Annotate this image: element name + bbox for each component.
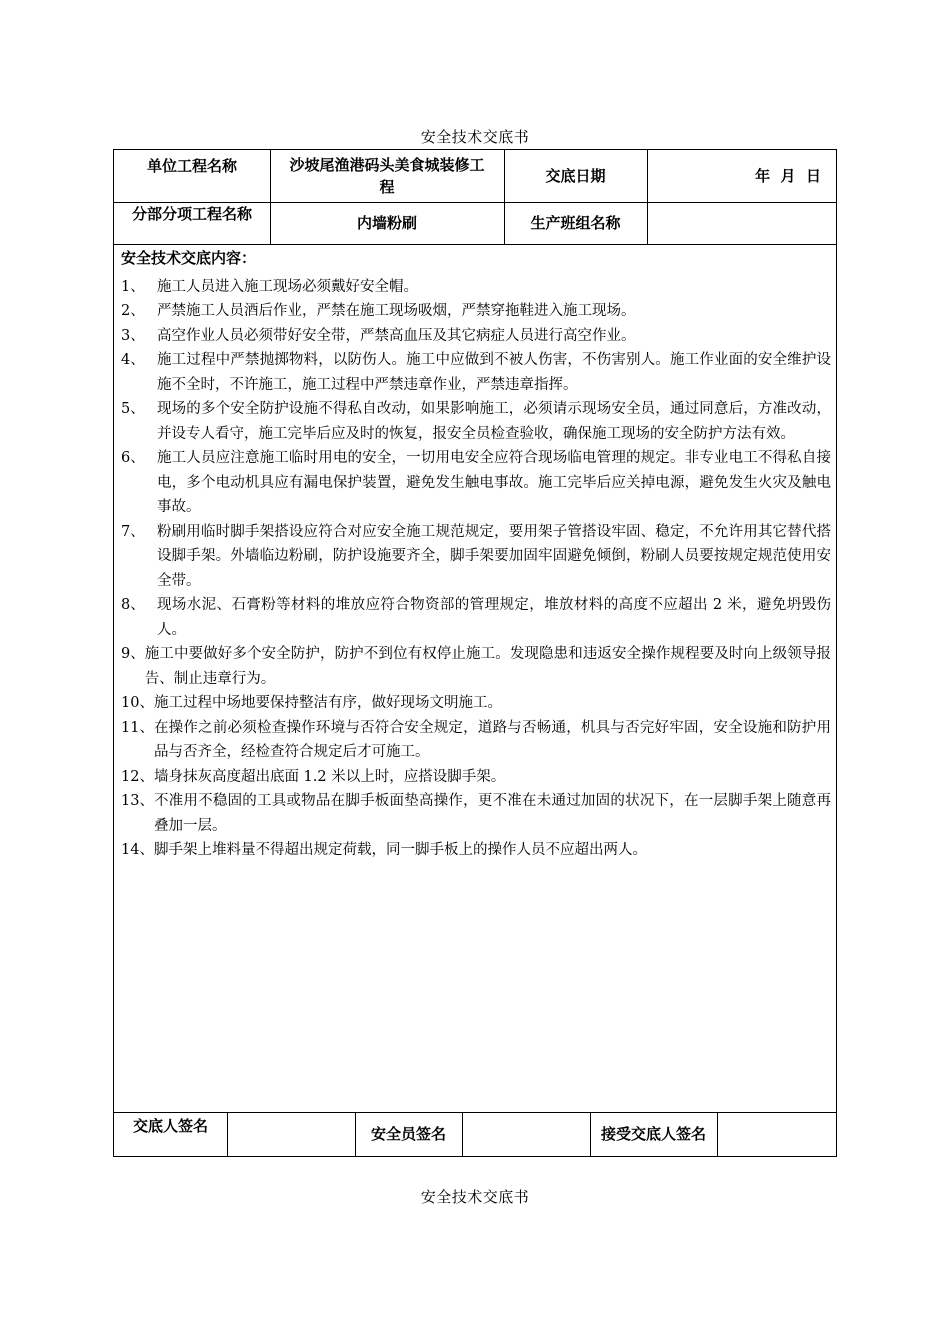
content-item-text: 高空作业人员必须带好安全带，严禁高血压及其它病症人员进行高空作业。 — [157, 327, 636, 344]
content-item-text: 严禁施工人员酒后作业，严禁在施工现场吸烟，严禁穿拖鞋进入施工现场。 — [157, 303, 636, 319]
content-item — [121, 691, 831, 716]
content-item — [121, 838, 831, 863]
content-item — [121, 765, 831, 790]
content-item — [121, 593, 831, 642]
content-item-number: 12、 — [121, 768, 154, 785]
content-item-number: 9、 — [121, 646, 145, 662]
content-item-number: 4、 — [121, 352, 145, 368]
content-item-text: 墙身抹灰高度超出底面 1.2 米以上时，应搭设脚手架。 — [153, 768, 506, 785]
content-item-number: 8、 — [121, 597, 145, 613]
content-item-number: 1、 — [121, 278, 145, 295]
content-item — [121, 520, 831, 594]
team-value — [647, 202, 837, 244]
sub-project-label: 分部分项工程名称 — [131, 205, 252, 223]
content-item-number: 13、 — [121, 793, 154, 809]
content-item-text: 不准用不稳固的工具或物品在脚手板面垫高操作，更不准在未通过加固的状况下，在一层脚手架上随意再叠加一层。 — [153, 793, 831, 834]
content-items — [121, 275, 831, 863]
content-item-text: 施工人员应注意施工临时用电的安全，一切用电安全应符合现场临电管理的规定。非专业电工不得私自接电，多个电动机具应有漏电保护装置，避免发生触电事故。施工完毕后应关掉电源，避免发生火灾及触电事故。 — [157, 450, 831, 515]
content-item — [121, 275, 831, 300]
safety-officer-signature-field[interactable] — [462, 1112, 590, 1156]
content-item-text: 施工过程中严禁抛掷物料，以防伤人。施工中应做到不被人伤害，不伤害别人。施工作业面的安全维护设施不全时，不许施工，施工过程中严禁违章作业，严禁违章指挥。 — [157, 352, 831, 393]
content-item-text: 在操作之前必须检查操作环境与否符合安全规定，道路与否畅通，机具与否完好牢固，安全设施和防护用品与否齐全，经检查符合规定后才可施工。 — [153, 719, 831, 760]
content-item-text: 施工过程中场地要保持整洁有序，做好现场文明施工。 — [153, 695, 502, 711]
content-item-text: 现场水泥、石膏粉等材料的堆放应符合物资部的管理规定，堆放材料的高度不应超出 2 米，避免坍毁伤人。 — [157, 597, 831, 638]
content-item — [121, 642, 831, 691]
sub-project-value: 内墙粉刷 — [356, 214, 417, 232]
content-item-number: 3、 — [121, 327, 145, 344]
presenter-signature-field[interactable] — [227, 1112, 355, 1156]
presenter-signature-label: 交底人签名 — [132, 1117, 208, 1135]
content-item — [121, 397, 831, 446]
content-item — [121, 446, 831, 520]
content-item-number: 6、 — [121, 450, 145, 466]
content-item-text: 脚手架上堆料量不得超出规定荷载，同一脚手板上的操作人员不应超出两人。 — [153, 842, 647, 858]
content-item-text: 粉刷用临时脚手架搭设应符合对应安全施工规范规定，要用架子管搭设牢固、稳定，不允许用其它替代搭设脚手架。外墙临边粉刷，防护设施要齐全，脚手架要加固牢固避免倾倒，粉刷人员要按规定规范使用安全带。 — [157, 523, 831, 589]
content-heading: 安全技术交底内容： — [121, 249, 257, 267]
unit-project-label: 单位工程名称 — [146, 157, 237, 175]
content-item-text: 施工中要做好多个安全防护，防护不到位有权停止施工。发现隐患和违返安全操作规程要及时向上级领导报告、制止违章行为。 — [144, 646, 831, 687]
content-item-number: 14、 — [121, 842, 154, 858]
disclosure-content — [121, 246, 831, 863]
safety-officer-signature-label: 安全员签名 — [370, 1125, 446, 1143]
content-item — [121, 789, 831, 838]
content-item-number: 11、 — [121, 719, 154, 736]
content-item — [121, 299, 831, 324]
content-item — [121, 324, 831, 349]
document-title: 安全技术交底书 — [420, 128, 530, 146]
footer-title: 安全技术交底书 — [420, 1188, 530, 1206]
content-item-text: 施工人员进入施工现场必须戴好安全帽。 — [157, 278, 418, 295]
row-divider — [114, 244, 836, 245]
disclosure-form — [113, 149, 837, 1157]
content-item-number: 2、 — [121, 303, 145, 319]
content-item-number: 10、 — [121, 695, 154, 711]
receiver-signature-field[interactable] — [717, 1112, 836, 1156]
team-label: 生产班组名称 — [530, 214, 621, 232]
content-item-number: 5、 — [121, 401, 145, 417]
content-item-number: 7、 — [121, 523, 145, 540]
date-label: 交底日期 — [545, 167, 606, 185]
content-item — [121, 716, 831, 765]
content-item-text: 现场的多个安全防护设施不得私自改动，如果影响施工，必须请示现场安全员，通过同意后，方准改动，并设专人看守，施工完毕后应及时的恢复，报安全员检查验收，确保施工现场的安全防护方法有效。 — [157, 401, 831, 442]
content-item — [121, 348, 831, 397]
unit-project-value: 沙坡尾渔港码头美食城装修工程 — [289, 156, 485, 196]
date-value: 年 月 日 — [755, 167, 821, 185]
receiver-signature-label: 接受交底人签名 — [600, 1125, 706, 1143]
